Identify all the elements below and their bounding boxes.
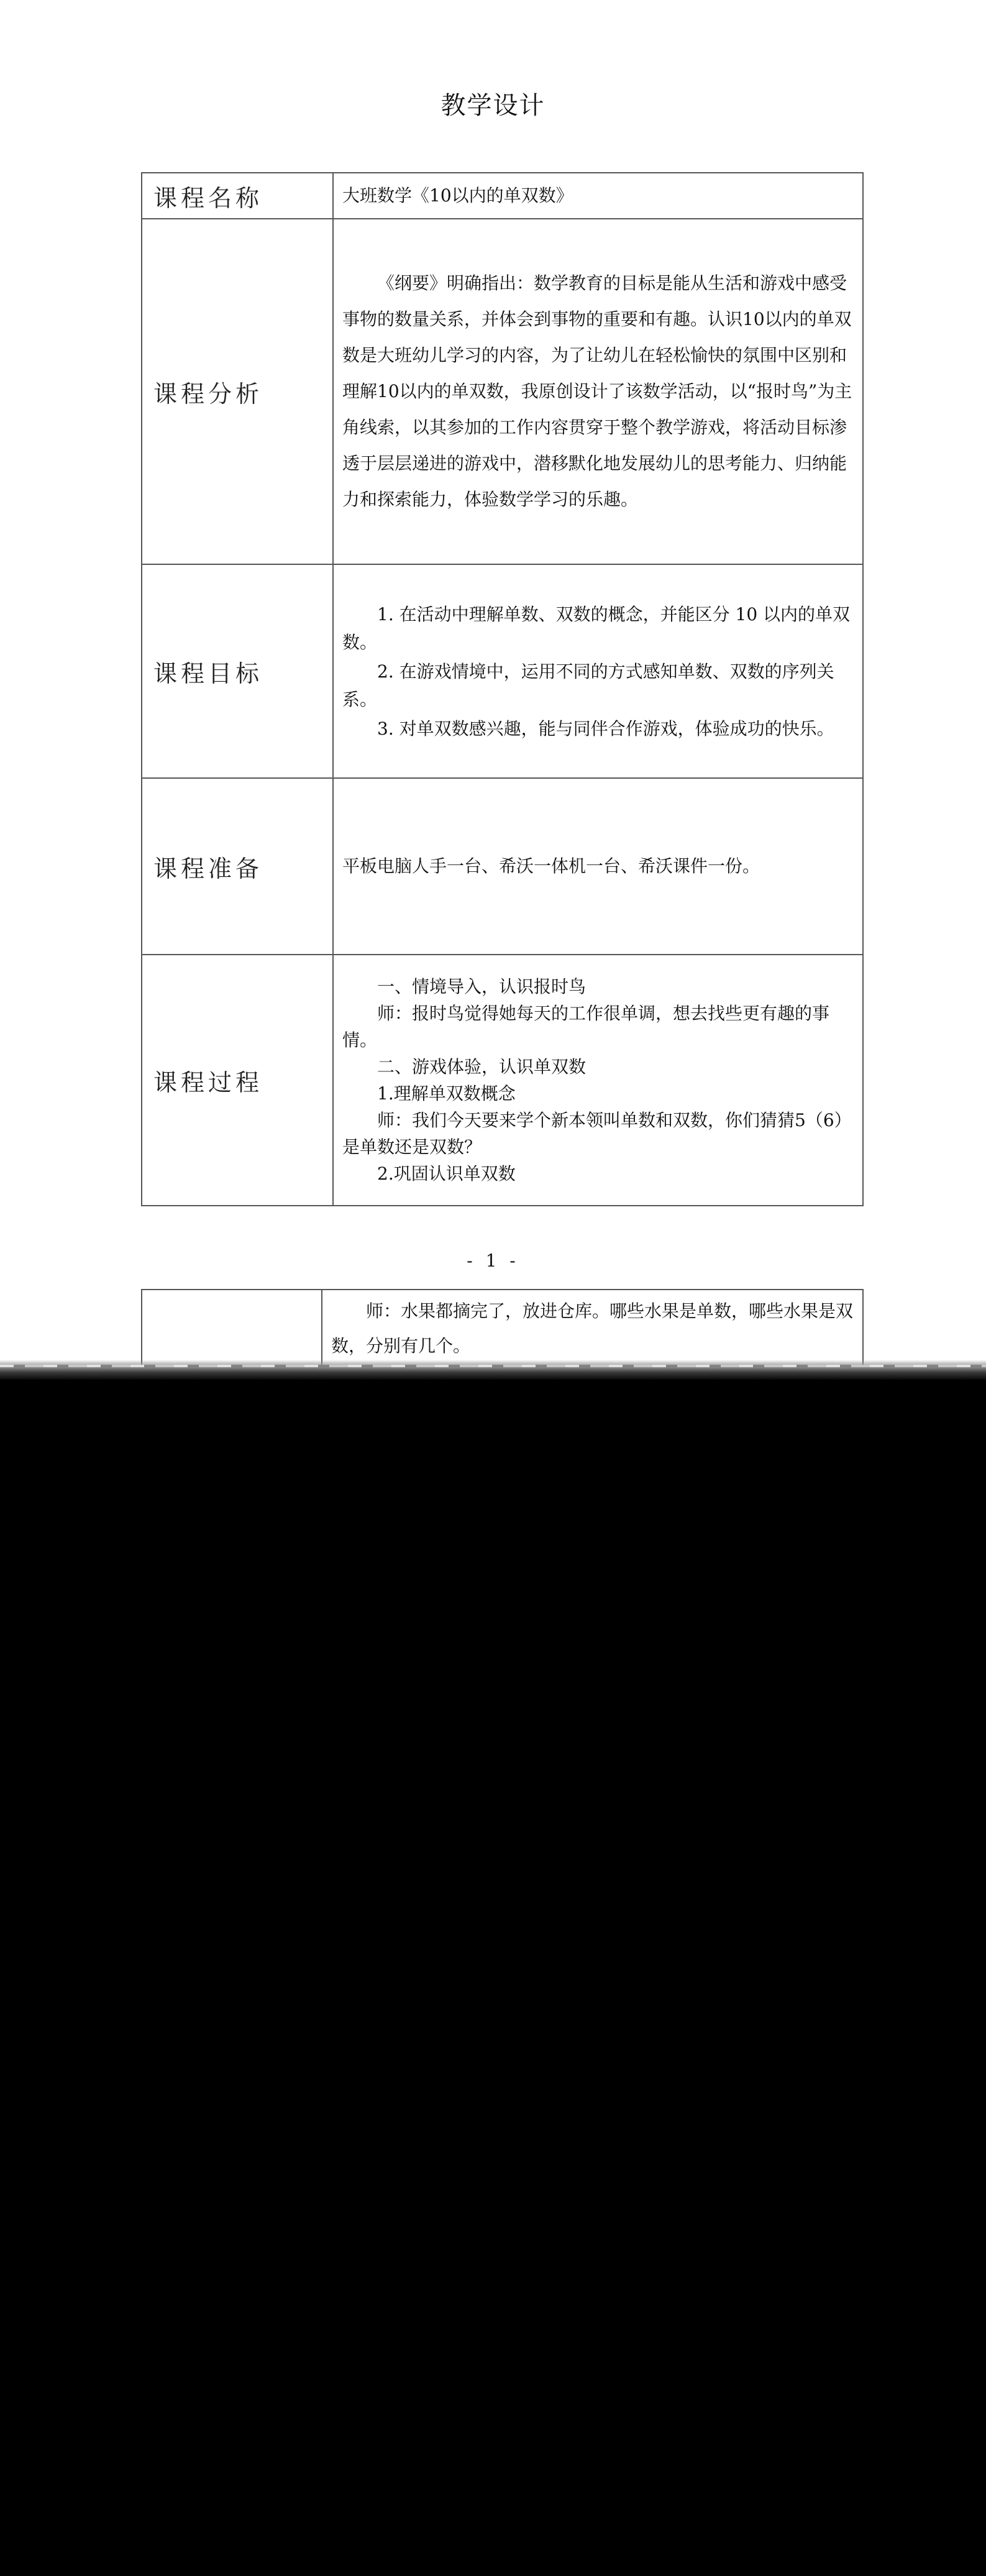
process-step: 一、情境导入，认识报时鸟 xyxy=(377,976,587,997)
row-label-course-name: 课程名称 xyxy=(142,173,333,219)
process-step: 二、游戏体验，认识单双数 xyxy=(377,1057,587,1077)
course-analysis-text: 《纲要》明确指出：数学教育的目标是能从生活和游戏中感受事物的数量关系，并体会到事物的重要和有趣。认识10以内的单双数是大班幼儿学习的内容，为了让幼儿在轻松愉快的氛围中区别和理解10以内的单双数，我原创设计了该数学活动，以“报时鸟”为主角线索，以其参加的工作内容贯穿于整个教学游戏，将活动目标渗透于层层递进的游戏中，潜移默化地发展幼儿的思考能力、归纳能力和探索能力，体验数学学习的乐趣。 xyxy=(342,273,852,510)
goal-item: 1. 在活动中理解单数、双数的概念，并能区分 10 以内的单双数。 xyxy=(342,603,851,653)
table-row-course-analysis xyxy=(142,219,863,564)
process-step: 师：报时鸟觉得她每天的工作很单调，想去找些更有趣的事情。 xyxy=(342,1003,830,1050)
row-content-course-goals xyxy=(333,564,863,778)
row-label-course-process: 课程过程 xyxy=(142,955,333,1206)
table-row-course-goals xyxy=(142,564,863,778)
row-label-course-analysis: 课程分析 xyxy=(142,219,333,564)
goal-item: 2. 在游戏情境中，运用不同的方式感知单数、双数的序列关系。 xyxy=(342,661,834,710)
row-label-course-preparation: 课程准备 xyxy=(142,778,333,955)
goal-item: 3. 对单双数感兴趣，能与同伴合作游戏，体验成功的快乐。 xyxy=(377,718,834,739)
scan-edge-artifact xyxy=(0,1360,986,1381)
blank-black-region xyxy=(0,1380,986,2576)
row-content-course-analysis xyxy=(333,219,863,564)
row-content-course-preparation xyxy=(333,778,863,955)
course-name-text: 大班数学《10以内的单双数》 xyxy=(342,185,573,206)
process-step: 师：我们今天要来学个新本领叫单数和双数，你们猜猜5（6）是单数还是双数？ xyxy=(342,1110,852,1157)
continuation-text: 师：水果都摘完了，放进仓库。哪些水果是单数，哪些水果是双数，分别有几个。 xyxy=(331,1301,854,1356)
process-step: 2.巩固认识单双数 xyxy=(377,1163,516,1184)
document-title: 教学设计 xyxy=(441,91,545,120)
row-content-course-process xyxy=(333,955,863,1206)
table-row-course-process xyxy=(142,955,863,1206)
preparation-text: 平板电脑人手一台、希沃一体机一台、希沃课件一份。 xyxy=(342,856,760,876)
row-content-course-name xyxy=(333,173,863,219)
page-number: - 1 - xyxy=(467,1250,519,1271)
table-row-course-name xyxy=(142,173,863,219)
row-label-course-goals: 课程目标 xyxy=(142,564,333,778)
process-step: 1.理解单双数概念 xyxy=(377,1083,516,1104)
lesson-plan-table xyxy=(141,172,864,1206)
table-row-course-preparation xyxy=(142,778,863,955)
